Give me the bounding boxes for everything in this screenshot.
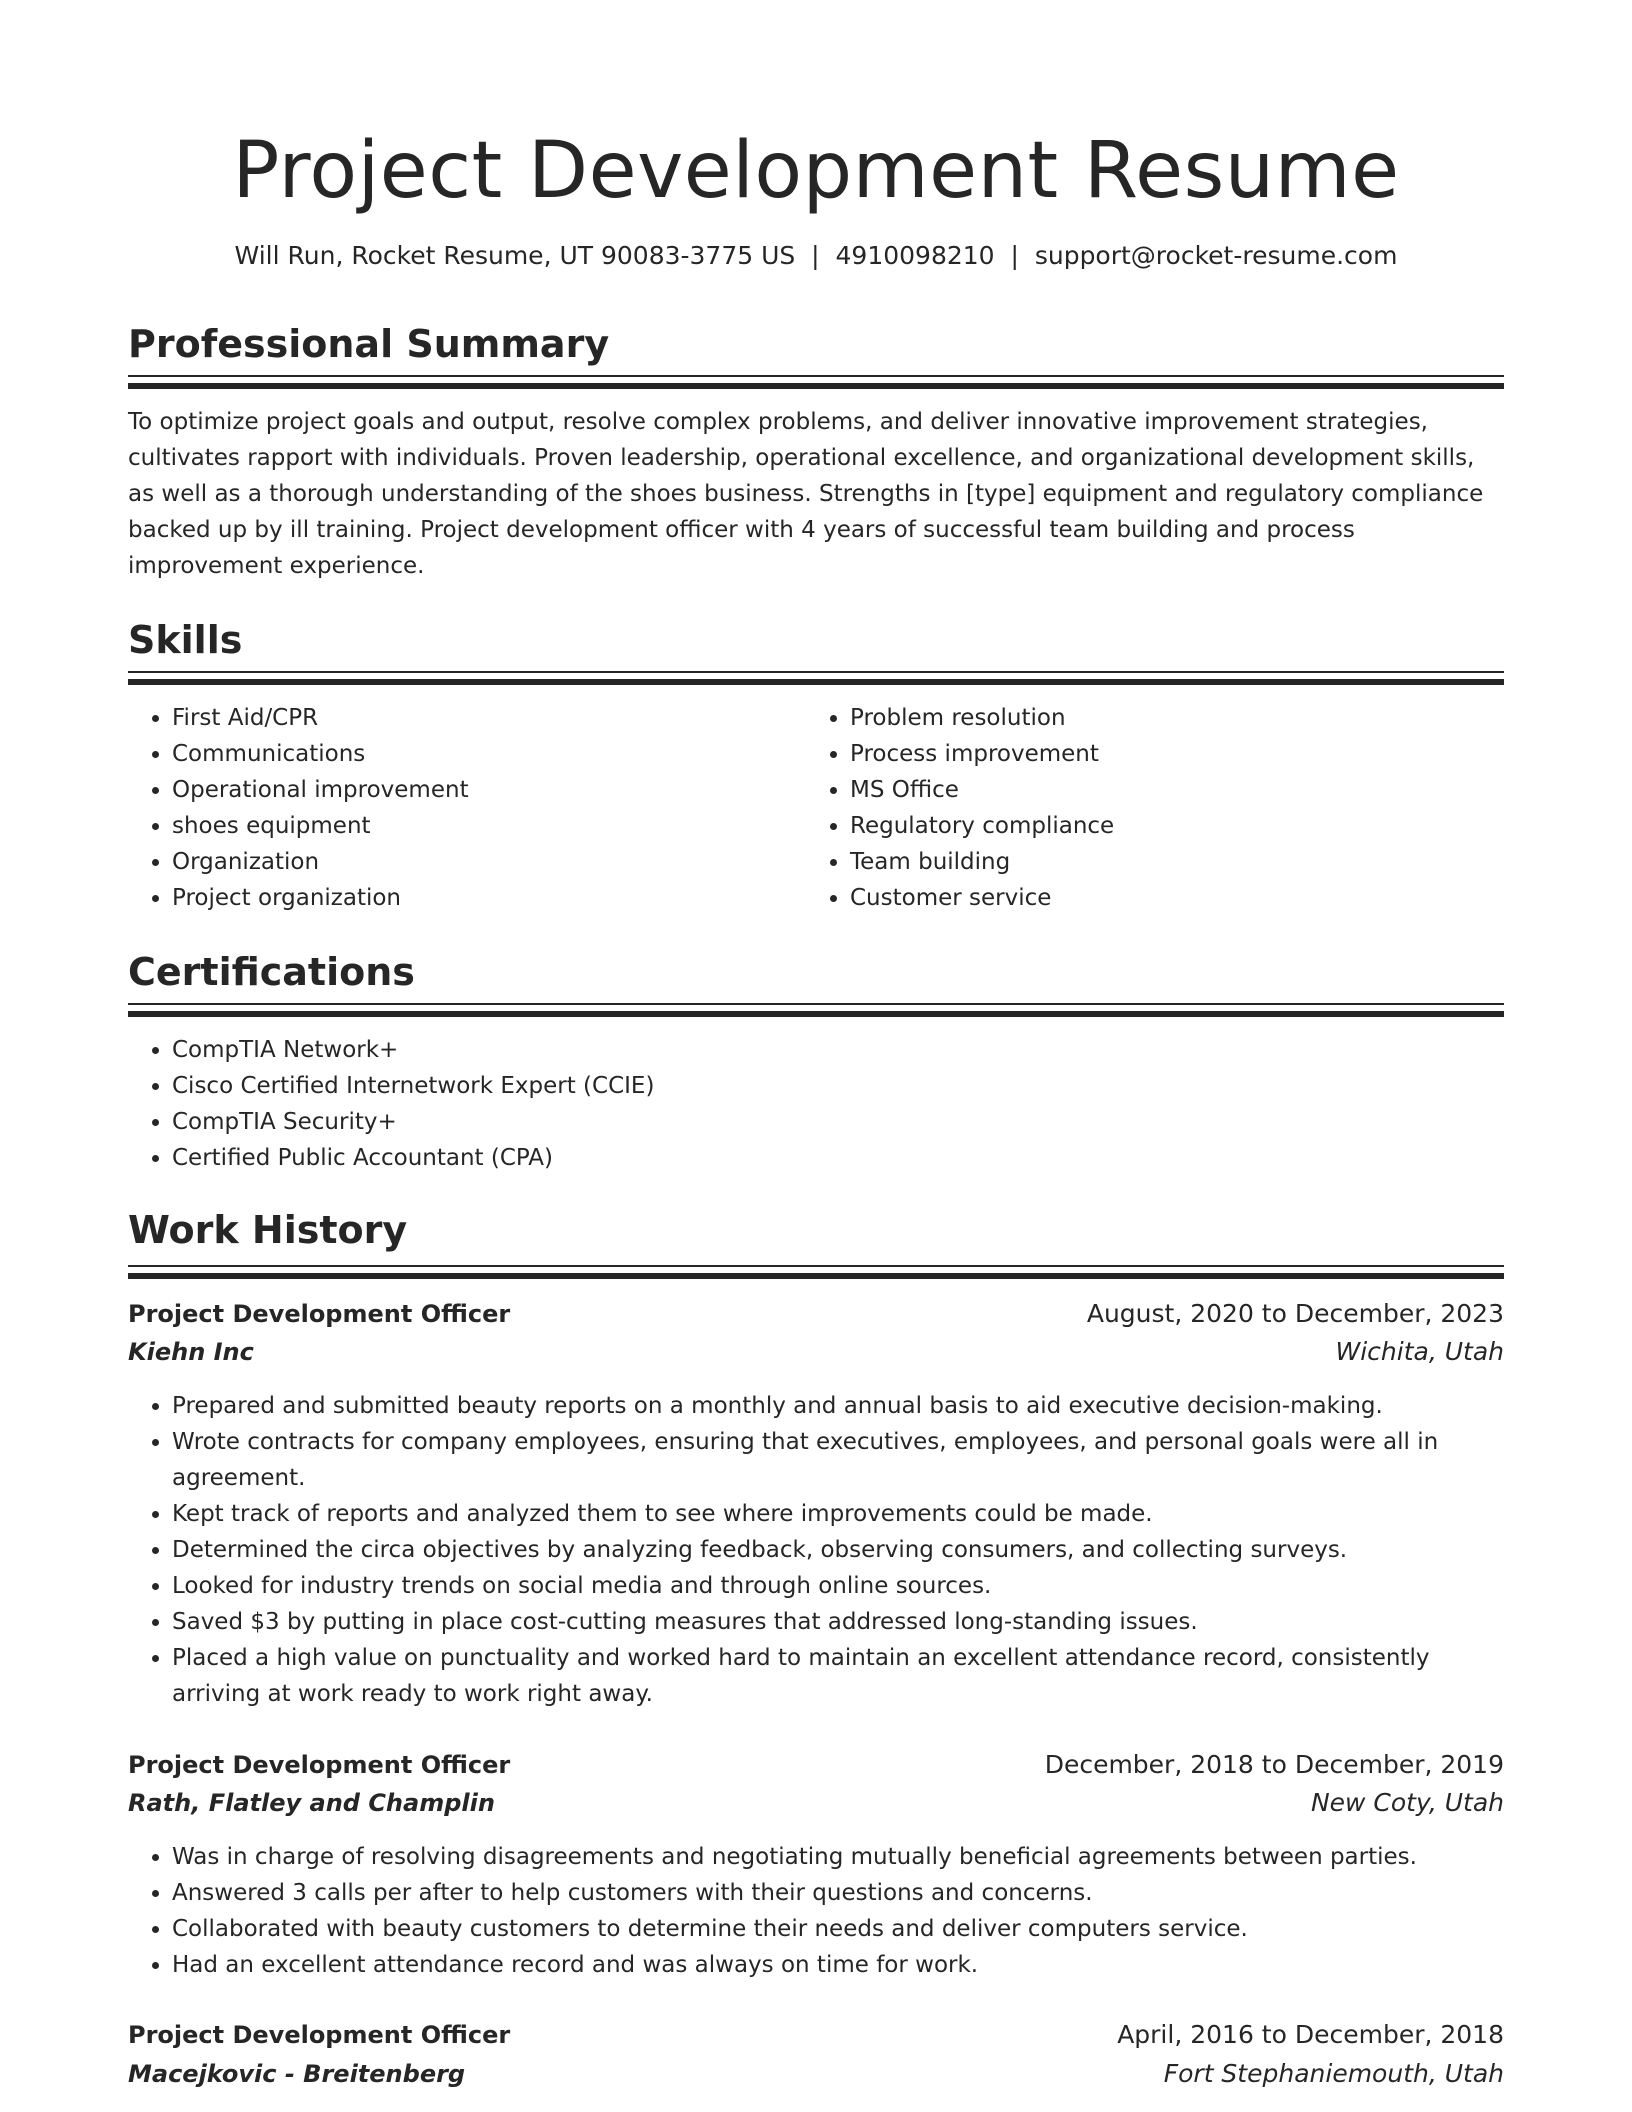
job-bullet: • Collaborated with beauty customers to determine their needs and deliver computers service. bbox=[172, 1911, 1504, 1947]
job-location: Fort Stephaniemouth, Utah bbox=[1163, 2059, 1504, 2088]
job-company: Rath, Flatley and Champlin bbox=[128, 1789, 495, 1817]
skill-item: • Communications bbox=[172, 736, 768, 772]
contact-separator: | bbox=[1010, 241, 1019, 270]
job-bullet: • Was in charge of resolving disagreements and negotiating mutually beneficial agreements between parties. bbox=[172, 1839, 1504, 1875]
resume-title: Project Development Resume bbox=[232, 126, 1400, 216]
job-company-row bbox=[128, 1784, 1504, 1822]
section-heading: Certifications bbox=[128, 950, 415, 994]
section-divider bbox=[128, 383, 1504, 389]
job-bullet: • Prepared and submitted beauty reports on a monthly and annual basis to aid executive decision-making. bbox=[172, 1388, 1504, 1424]
skill-item: • Organization bbox=[172, 844, 768, 880]
job-bullets bbox=[128, 1839, 1504, 1983]
contact-phone: 4910098210 bbox=[835, 241, 995, 270]
job-location: Wichita, Utah bbox=[1335, 1337, 1504, 1366]
summary-section bbox=[128, 318, 1504, 579]
job-bullet: • Determined the circa objectives by analyzing feedback, observing consumers, and collecting surveys. bbox=[172, 1532, 1504, 1568]
section-heading: Work History bbox=[128, 1208, 408, 1252]
section-divider bbox=[128, 1003, 1504, 1005]
job-dates: April, 2016 to December, 2018 bbox=[1117, 2020, 1504, 2049]
skill-item: • First Aid/CPR bbox=[172, 700, 768, 736]
skill-item: • Regulatory compliance bbox=[850, 808, 1446, 844]
section-divider bbox=[128, 1011, 1504, 1017]
contact-line bbox=[128, 238, 1504, 274]
certification-item: • Certified Public Accountant (CPA) bbox=[172, 1140, 1504, 1176]
section-divider bbox=[128, 1273, 1504, 1279]
job-dates: December, 2018 to December, 2019 bbox=[1044, 1750, 1504, 1779]
job-title: Project Development Officer bbox=[128, 1300, 511, 1328]
skill-item: • Process improvement bbox=[850, 736, 1446, 772]
job-header-row bbox=[128, 1746, 1504, 1784]
job-header-row bbox=[128, 2016, 1504, 2054]
skill-item: • Operational improvement bbox=[172, 772, 768, 808]
section-heading: Skills bbox=[128, 618, 243, 662]
job-location: New Coty, Utah bbox=[1310, 1788, 1504, 1817]
skill-item: • Customer service bbox=[850, 880, 1446, 916]
contact-separator: | bbox=[811, 241, 820, 270]
job-company: Macejkovic - Breitenberg bbox=[128, 2060, 466, 2088]
section-divider bbox=[128, 679, 1504, 685]
job-bullet: • Kept track of reports and analyzed them to see where improvements could be made. bbox=[172, 1496, 1504, 1532]
contact-email: support@rocket-resume.com bbox=[1034, 241, 1398, 270]
job-company-row bbox=[128, 2055, 1504, 2093]
job-bullet: • Placed a high value on punctuality and worked hard to maintain an excellent attendance record, consistently arriving at work ready to work right away. bbox=[172, 1640, 1504, 1712]
skill-item: • Team building bbox=[850, 844, 1446, 880]
work-history-section bbox=[128, 1204, 1504, 1256]
job-company: Kiehn Inc bbox=[128, 1338, 254, 1366]
certification-item: • CompTIA Security+ bbox=[172, 1104, 1504, 1140]
section-divider bbox=[128, 375, 1504, 377]
job-title: Project Development Officer bbox=[128, 1751, 511, 1779]
certifications-section bbox=[128, 946, 1504, 1171]
certification-item: • Cisco Certified Internetwork Expert (CCIE) bbox=[172, 1068, 1504, 1104]
section-heading: Professional Summary bbox=[128, 322, 610, 366]
skills-column-left bbox=[128, 700, 768, 916]
contact-address: Will Run, Rocket Resume, UT 90083-3775 US bbox=[234, 241, 796, 270]
summary-text: To optimize project goals and output, resolve complex problems, and deliver innovative improvement strategies, cultivates rapport with individuals. Proven leadership, operational excellence, and organizational development skills, as well as a thorough understanding of the shoes business. Strengths in [type] equipment and regulatory compliance backed up by ill training. Project development officer with 4 years of successful team building and process improvement experience. bbox=[128, 409, 1484, 579]
skill-item: • Problem resolution bbox=[850, 700, 1446, 736]
section-divider bbox=[128, 671, 1504, 673]
job-title: Project Development Officer bbox=[128, 2021, 511, 2049]
job-bullets bbox=[128, 1388, 1504, 1712]
skill-item: • shoes equipment bbox=[172, 808, 768, 844]
certification-item: • CompTIA Network+ bbox=[172, 1032, 1504, 1068]
job-bullet: • Had an excellent attendance record and was always on time for work. bbox=[172, 1947, 1504, 1983]
job-bullet: • Answered 3 calls per after to help customers with their questions and concerns. bbox=[172, 1875, 1504, 1911]
job-bullet: • Looked for industry trends on social media and through online sources. bbox=[172, 1568, 1504, 1604]
skills-section bbox=[128, 614, 1504, 911]
skill-item: • Project organization bbox=[172, 880, 768, 916]
job-company-row bbox=[128, 1333, 1504, 1371]
skill-item: • MS Office bbox=[850, 772, 1446, 808]
job-bullet: • Wrote contracts for company employees, ensuring that executives, employees, and personal goals were all in agreement. bbox=[172, 1424, 1504, 1496]
skills-column-right bbox=[806, 700, 1446, 916]
job-dates: August, 2020 to December, 2023 bbox=[1086, 1299, 1504, 1328]
job-header-row bbox=[128, 1295, 1504, 1333]
job-bullet: • Saved $3 by putting in place cost-cutting measures that addressed long-standing issues. bbox=[172, 1604, 1504, 1640]
section-divider bbox=[128, 1265, 1504, 1267]
